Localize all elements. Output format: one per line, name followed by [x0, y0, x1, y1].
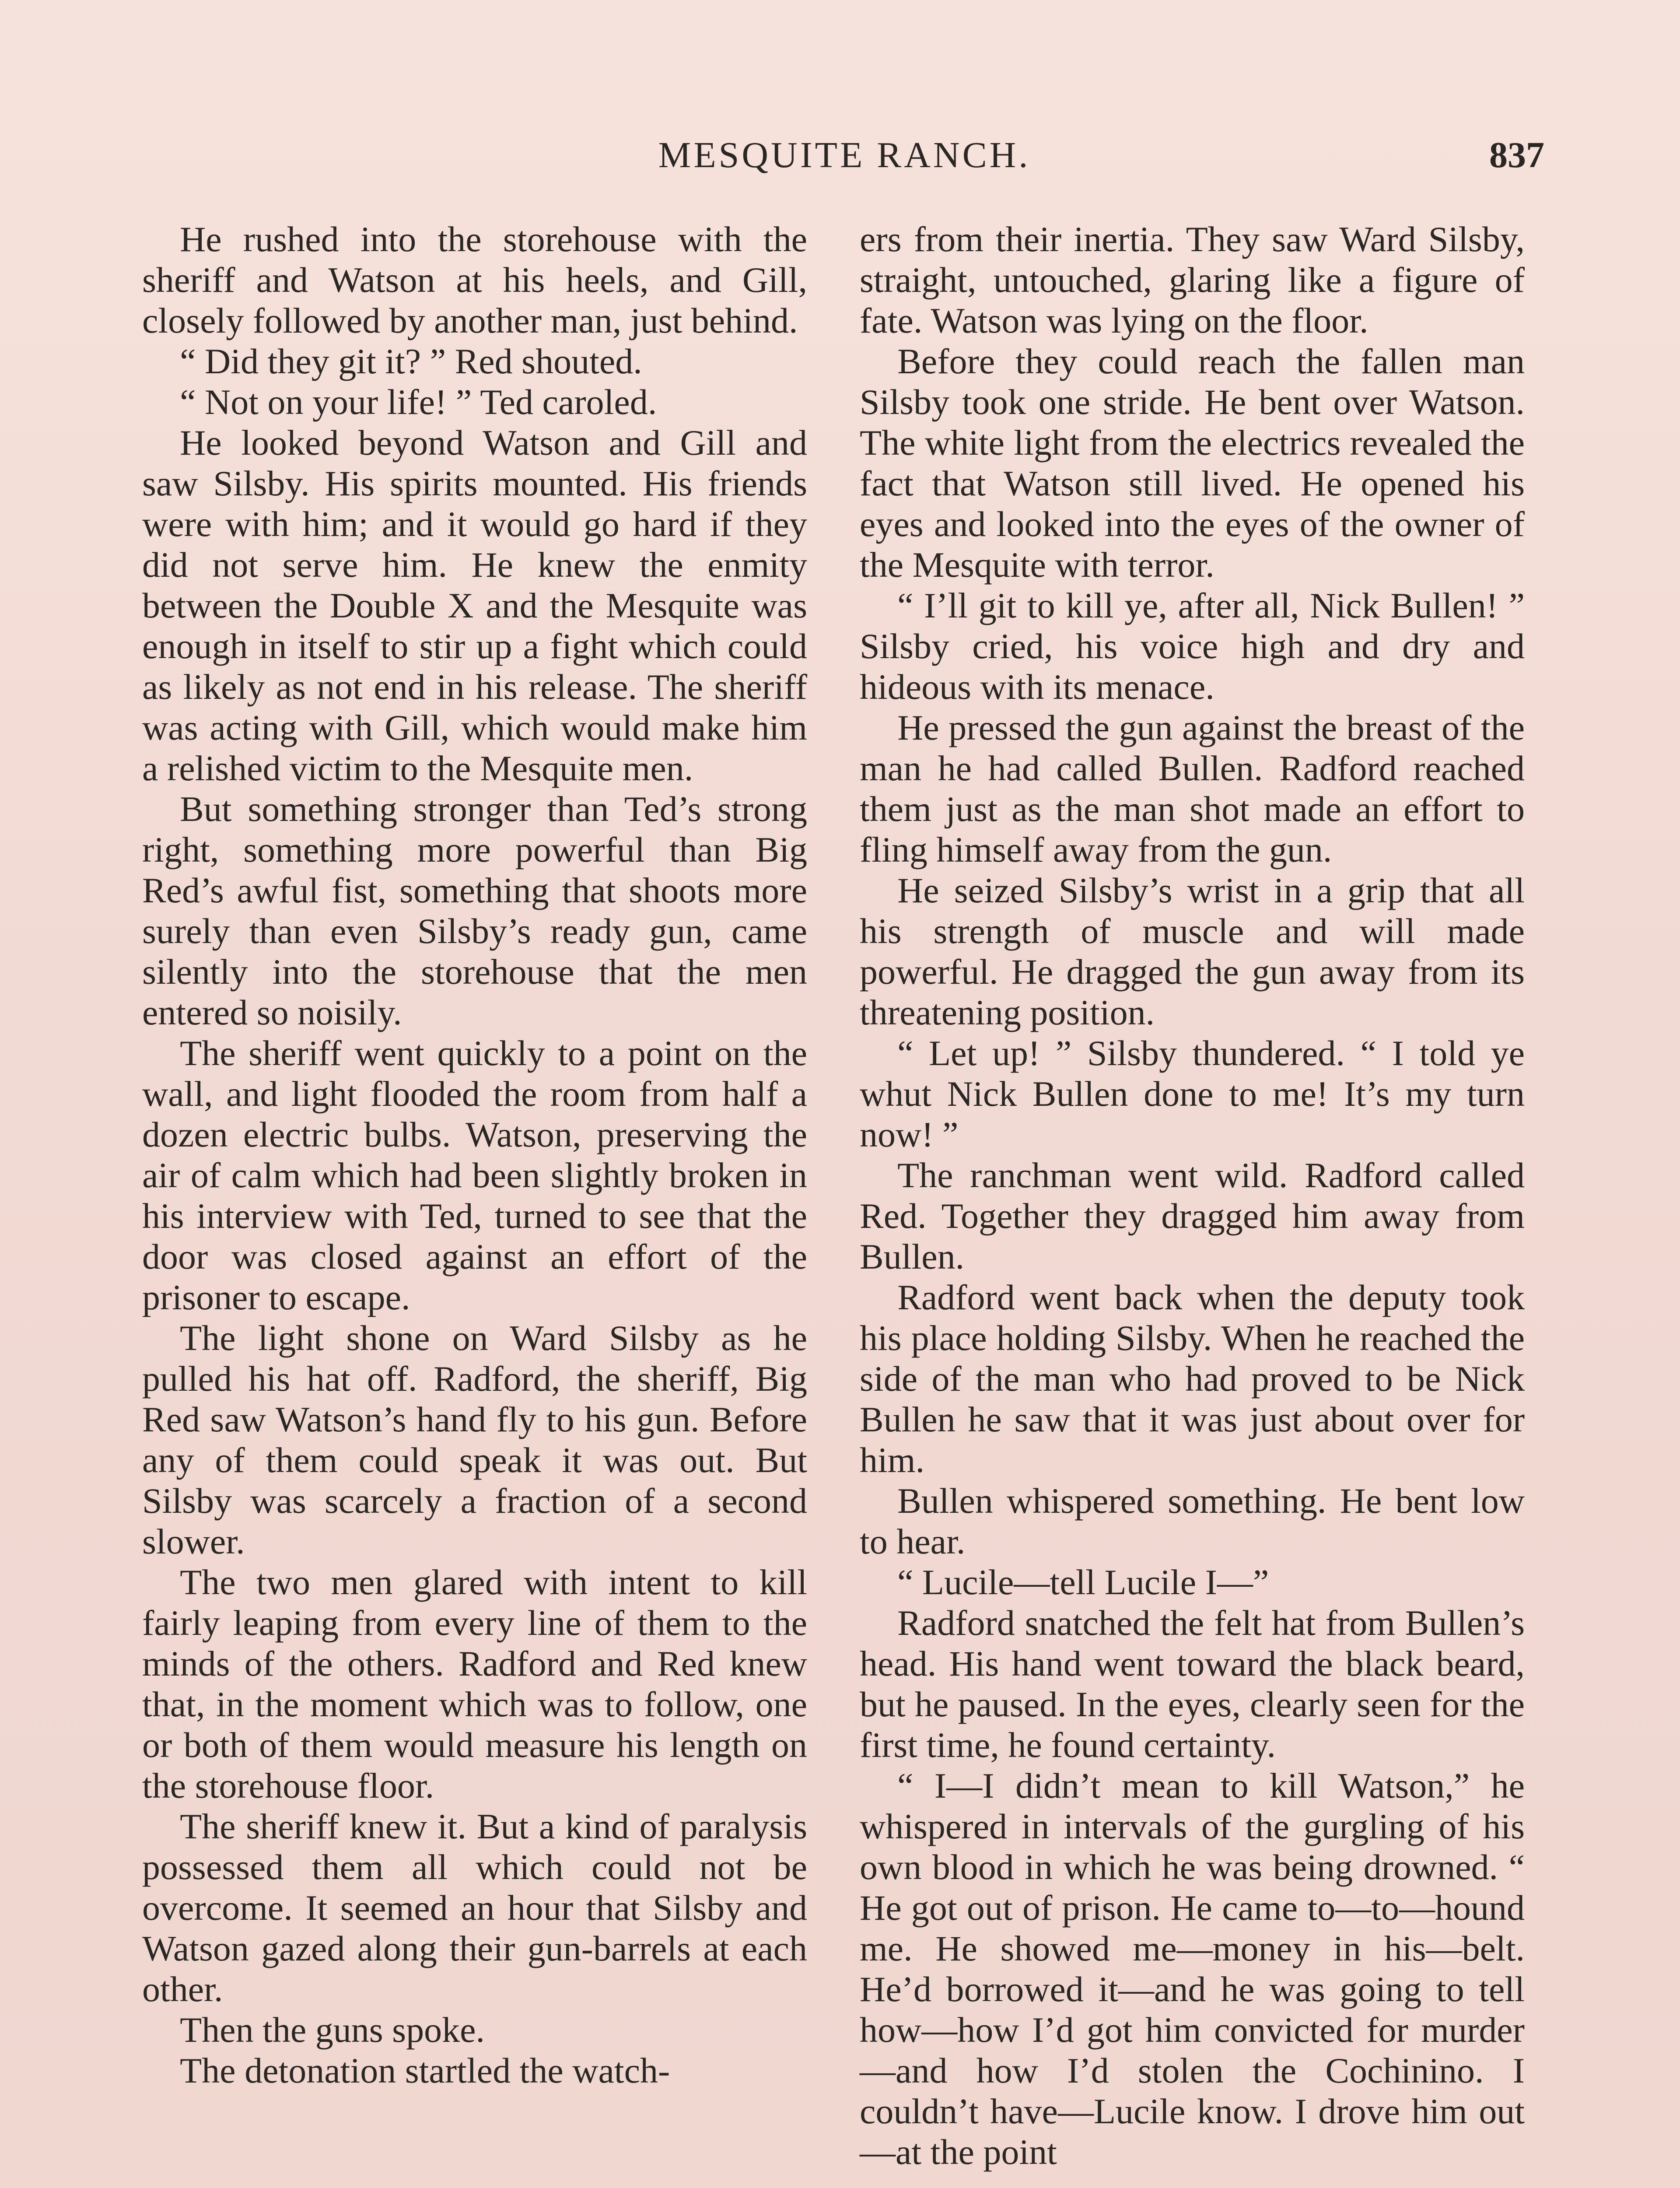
- paragraph: “ I—I didn’t mean to kill Watson,” he whispered in intervals of the gurgling of his own blood in which he was being drowned. “ He got out of prison. He came to—to—hound me. He showed me—money in his—belt. He’d borrowed it—and he was going to tell how—how I’d got him convicted for murder—and how I’d stolen the Cochinino. I couldn’t have—Lucile know. I drove him out—at the point: [860, 1766, 1525, 2172]
- paragraph: Bullen whispered something. He bent low to hear.: [860, 1481, 1525, 1561]
- left-column: [142, 219, 807, 2091]
- paragraph: Radford snatched the felt hat from Bullen’s head. His hand went toward the black beard, but he paused. In the eyes, clearly seen for the first time, he found certainty.: [860, 1603, 1525, 1765]
- paragraph: The sheriff knew it. But a kind of paralysis possessed them all which could not be overcome. It seemed an hour that Silsby and Watson gazed along their gun-barrels at each other.: [142, 1806, 807, 2009]
- paragraph: The detonation startled the watch-: [180, 2051, 670, 2090]
- paragraph: Before they could reach the fallen man Silsby took one stride. He bent over Watson. The white light from the electrics revealed the fact that Watson still lived. He opened his eyes and looked into the eyes of the owner of the Mesquite with terror.: [860, 341, 1525, 585]
- paragraph: The sheriff went quickly to a point on the wall, and light flooded the room from half a dozen electric bulbs. Watson, preserving the air of calm which had been slightly broken in his interview with Ted, turned to see that the door was closed against an effort of the prisoner to escape.: [142, 1033, 807, 1317]
- paragraph: He seized Silsby’s wrist in a grip that all his strength of muscle and will made powerful. He dragged the gun away from its threatening position.: [860, 870, 1525, 1032]
- paragraph: Radford went back when the deputy took his place holding Silsby. When he reached the side of the man who had proved to be Nick Bullen he saw that it was just about over for him.: [860, 1277, 1525, 1480]
- paragraph: “ Let up! ” Silsby thundered. “ I told ye whut Nick Bullen done to me! It’s my turn now! ”: [860, 1033, 1525, 1154]
- page-header: [144, 131, 1544, 179]
- paragraph: Then the guns spoke.: [180, 2010, 485, 2050]
- paragraph: The ranchman went wild. Radford called Red. Together they dragged him away from Bullen.: [860, 1155, 1525, 1276]
- page-number: 837: [1489, 135, 1544, 175]
- paragraph: “ Did they git it? ” Red shouted.: [180, 341, 642, 381]
- paragraph-continued: ers from their inertia. They saw Ward Silsby, straight, untouched, glaring like a figure of fate. Watson was lying on the floor.: [860, 219, 1525, 340]
- running-title: MESQUITE RANCH.: [658, 135, 1031, 175]
- paragraph: “ I’ll git to kill ye, after all, Nick Bullen! ” Silsby cried, his voice high and dry and hideous with its menace.: [860, 586, 1525, 707]
- paragraph: “ Not on your life! ” Ted caroled.: [180, 382, 657, 422]
- paragraph: He looked beyond Watson and Gill and saw Silsby. His spirits mounted. His friends were with him; and it would go hard if they did not serve him. He knew the enmity between the Double X and the Mesquite was enough in itself to stir up a fight which could as likely as not end in his release. The sheriff was acting with Gill, which would make him a relished victim to the Mesquite men.: [142, 423, 807, 788]
- paragraph: The light shone on Ward Silsby as he pulled his hat off. Radford, the sheriff, Big Red saw Watson’s hand fly to his gun. Before any of them could speak it was out. But Silsby was scarcely a fraction of a second slower.: [142, 1318, 807, 1561]
- paragraph: But something stronger than Ted’s strong right, something more powerful than Big Red’s awful fist, something that shoots more surely than even Silsby’s ready gun, came silently into the storehouse that the men entered so noisily.: [142, 789, 807, 1032]
- paragraph: The two men glared with intent to kill fairly leaping from every line of them to the minds of the others. Radford and Red knew that, in the moment which was to follow, one or both of them would measure his length on the storehouse floor.: [142, 1562, 807, 1806]
- paragraph: He pressed the gun against the breast of the man he had called Bullen. Radford reached them just as the man shot made an effort to fling himself away from the gun.: [860, 708, 1525, 870]
- paragraph: “ Lucile—tell Lucile I—”: [897, 1562, 1269, 1602]
- paragraph: He rushed into the storehouse with the sheriff and Watson at his heels, and Gill, closely followed by another man, just behind.: [142, 219, 807, 340]
- right-column: [860, 219, 1525, 2172]
